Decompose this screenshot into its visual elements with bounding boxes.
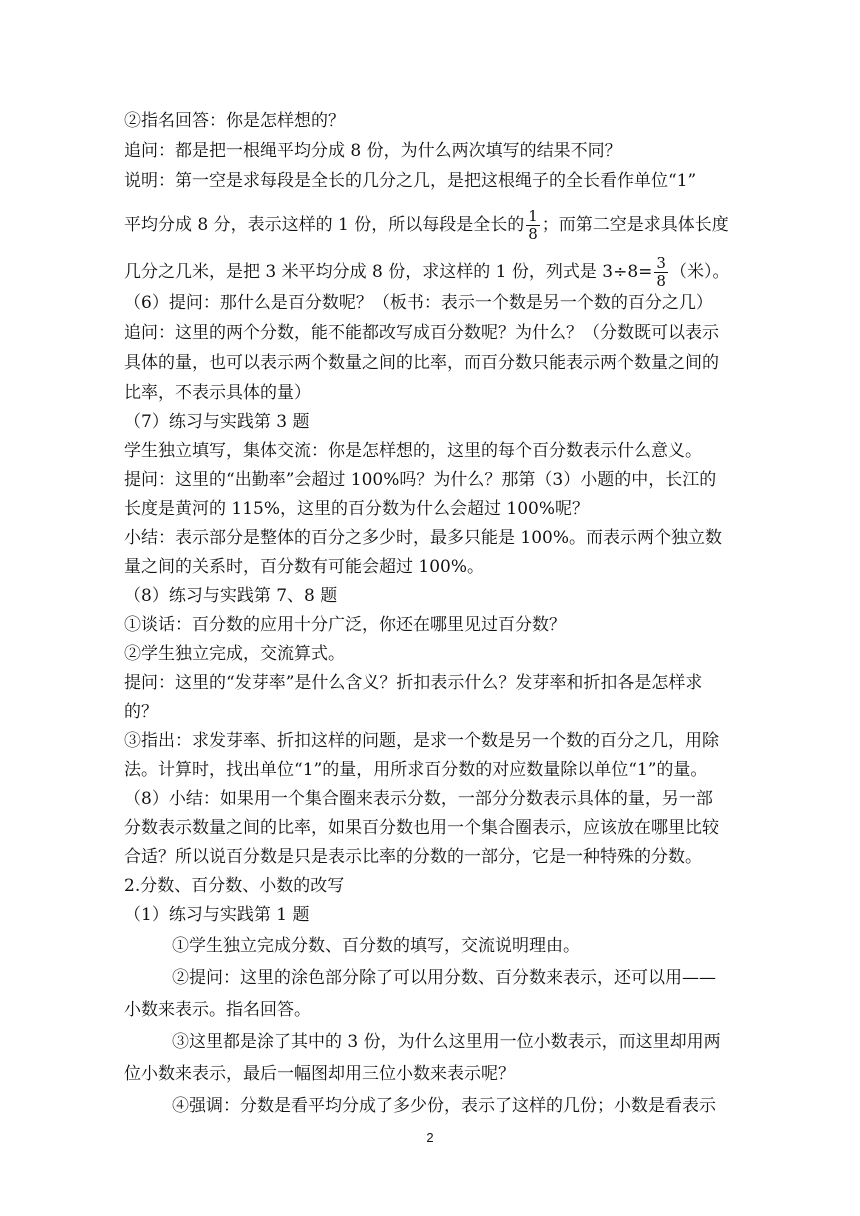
fraction-numerator: 1: [528, 207, 538, 225]
text-line: 追问：都是把一根绳平均分成 8 份，为什么两次填写的结果不同？: [124, 141, 622, 161]
section-heading: 2.分数、百分数、小数的改写: [124, 876, 345, 896]
text-line: （8）小结：如果用一个集合圈来表示分数，一部分分数表示具体的量，另一部: [124, 789, 713, 809]
text-line: ③这里都是涂了其中的 3 份，为什么这里用一位小数表示，而这里却用两: [172, 1032, 721, 1052]
text-line: 追问：这里的两个分数，能不能都改写成百分数呢？为什么？（分数既可以表示: [124, 323, 719, 343]
text-segment: （米）。: [669, 262, 730, 282]
text-line: 小数来表示。指名回答。: [124, 1000, 311, 1020]
text-line: 法。计算时，找出单位“1”的量，用所求百分数的对应数量除以单位“1”的量。: [124, 760, 708, 780]
fraction: [526, 208, 540, 243]
text-line: 位小数来表示，最后一幅图却用三位小数来表示呢？: [124, 1064, 515, 1084]
text-line: 的？: [124, 702, 158, 722]
text-line: 量之间的关系时，百分数有可能会超过 100%。: [124, 557, 485, 577]
text-segment: 平均分成 8 分，表示这样的 1 份，所以每段是全长的: [124, 215, 525, 235]
fraction: [654, 255, 668, 290]
text-line: ①谈话：百分数的应用十分广泛，你还在哪里见过百分数？: [124, 615, 566, 635]
text-line: 比率，不表示具体的量）: [124, 383, 311, 403]
text-line: 说明：第一空是求每段是全长的几分之几，是把这根绳子的全长看作单位“1”: [124, 171, 697, 191]
text-line-with-fraction: [124, 208, 744, 243]
text-line: （1）练习与实践第 1 题: [124, 905, 310, 925]
text-line-with-fraction: [124, 255, 744, 290]
text-line: ③指出：求发芽率、折扣这样的问题，是求一个数是另一个数的百分之几，用除: [124, 731, 719, 751]
fraction-denominator: 8: [656, 272, 666, 290]
text-line: （8）练习与实践第 7、8 题: [124, 586, 338, 606]
text-segment: ；而第二空是求具体长度: [541, 215, 729, 235]
text-line: （7）练习与实践第 3 题: [124, 412, 310, 432]
text-segment: 几分之几米，是把 3 米平均分成 8 份，求这样的 1 份，列式是 3÷8=: [124, 262, 653, 282]
text-line: ②提问：这里的涂色部分除了可以用分数、百分数来表示，还可以用——: [172, 968, 716, 988]
text-line: ②学生独立完成，交流算式。: [124, 644, 345, 664]
text-line: 小结：表示部分是整体的百分之多少时，最多只能是 100%。而表示两个独立数: [124, 528, 723, 548]
text-line: ①学生独立完成分数、百分数的填写，交流说明理由。: [172, 936, 580, 956]
text-line: 分数表示数量之间的比率，如果百分数也用一个集合圈表示，应该放在哪里比较: [124, 818, 719, 838]
text-line: 合适？所以说百分数是只是表示比率的分数的一部分，它是一种特殊的分数。: [124, 847, 702, 867]
text-line: ④强调：分数是看平均分成了多少份，表示了这样的几份；小数是看表示: [172, 1096, 716, 1116]
text-line: 提问：这里的“出勤率”会超过 100%吗？为什么？那第（3）小题的中，长江的: [124, 470, 717, 490]
fraction-denominator: 8: [528, 225, 538, 243]
fraction-numerator: 3: [656, 254, 666, 272]
text-line: ②指名回答：你是怎样想的？: [124, 111, 345, 131]
text-line: 提问：这里的“发芽率”是什么含义？折扣表示什么？发芽率和折扣各是怎样求: [124, 673, 703, 693]
text-line: （6）提问：那什么是百分数呢？（板书：表示一个数是另一个数的百分之几）: [124, 293, 713, 313]
text-line: 学生独立填写，集体交流：你是怎样想的，这里的每个百分数表示什么意义。: [124, 441, 702, 461]
page-number: 2: [426, 1130, 434, 1145]
text-line: 长度是黄河的 115%，这里的百分数为什么会超过 100%呢？: [124, 499, 590, 519]
text-line: 具体的量，也可以表示两个数量之间的比率，而百分数只能表示两个数量之间的: [124, 353, 719, 373]
